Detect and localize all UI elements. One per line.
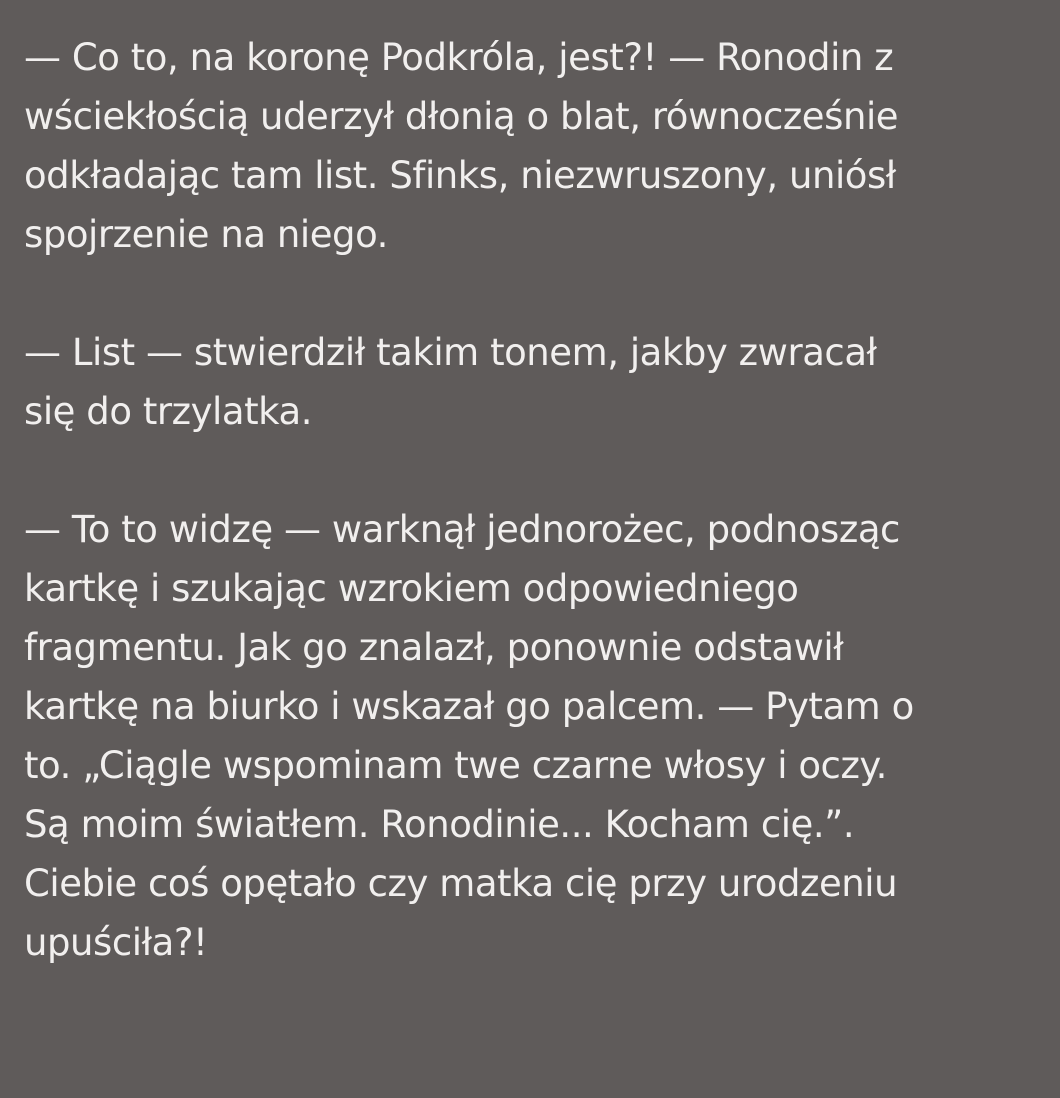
text-line: — Co to, na koronę Podkróla, jest?! — Ronodin z [24, 36, 894, 79]
text-line: — List — stwierdził takim tonem, jakby zwracał [24, 331, 877, 374]
paragraph-3 [24, 500, 1040, 972]
text-line: — To to widzę — warknął jednorożec, podnosząc [24, 508, 900, 551]
paragraph-2 [24, 323, 1040, 441]
text-line: fragmentu. Jak go znalazł, ponownie odstawił [24, 626, 844, 669]
text-line: upuściła?! [24, 921, 208, 964]
text-line: się do trzylatka. [24, 390, 313, 433]
paragraph-1 [24, 28, 1040, 264]
text-line: Ciebie coś opętało czy matka cię przy urodzeniu [24, 862, 898, 905]
text-line: kartkę i szukając wzrokiem odpowiedniego [24, 567, 799, 610]
text-line: kartkę na biurko i wskazał go palcem. — Pytam o [24, 685, 914, 728]
text-line: odkładając tam list. Sfinks, niezwruszony, uniósł [24, 154, 896, 197]
text-line: Są moim światłem. Ronodinie... Kocham cię.”. [24, 803, 855, 846]
text-line: wściekłością uderzył dłonią o blat, równocześnie [24, 95, 899, 138]
text-line: spojrzenie na niego. [24, 213, 388, 256]
text-line: to. „Ciągle wspominam twe czarne włosy i oczy. [24, 744, 887, 787]
